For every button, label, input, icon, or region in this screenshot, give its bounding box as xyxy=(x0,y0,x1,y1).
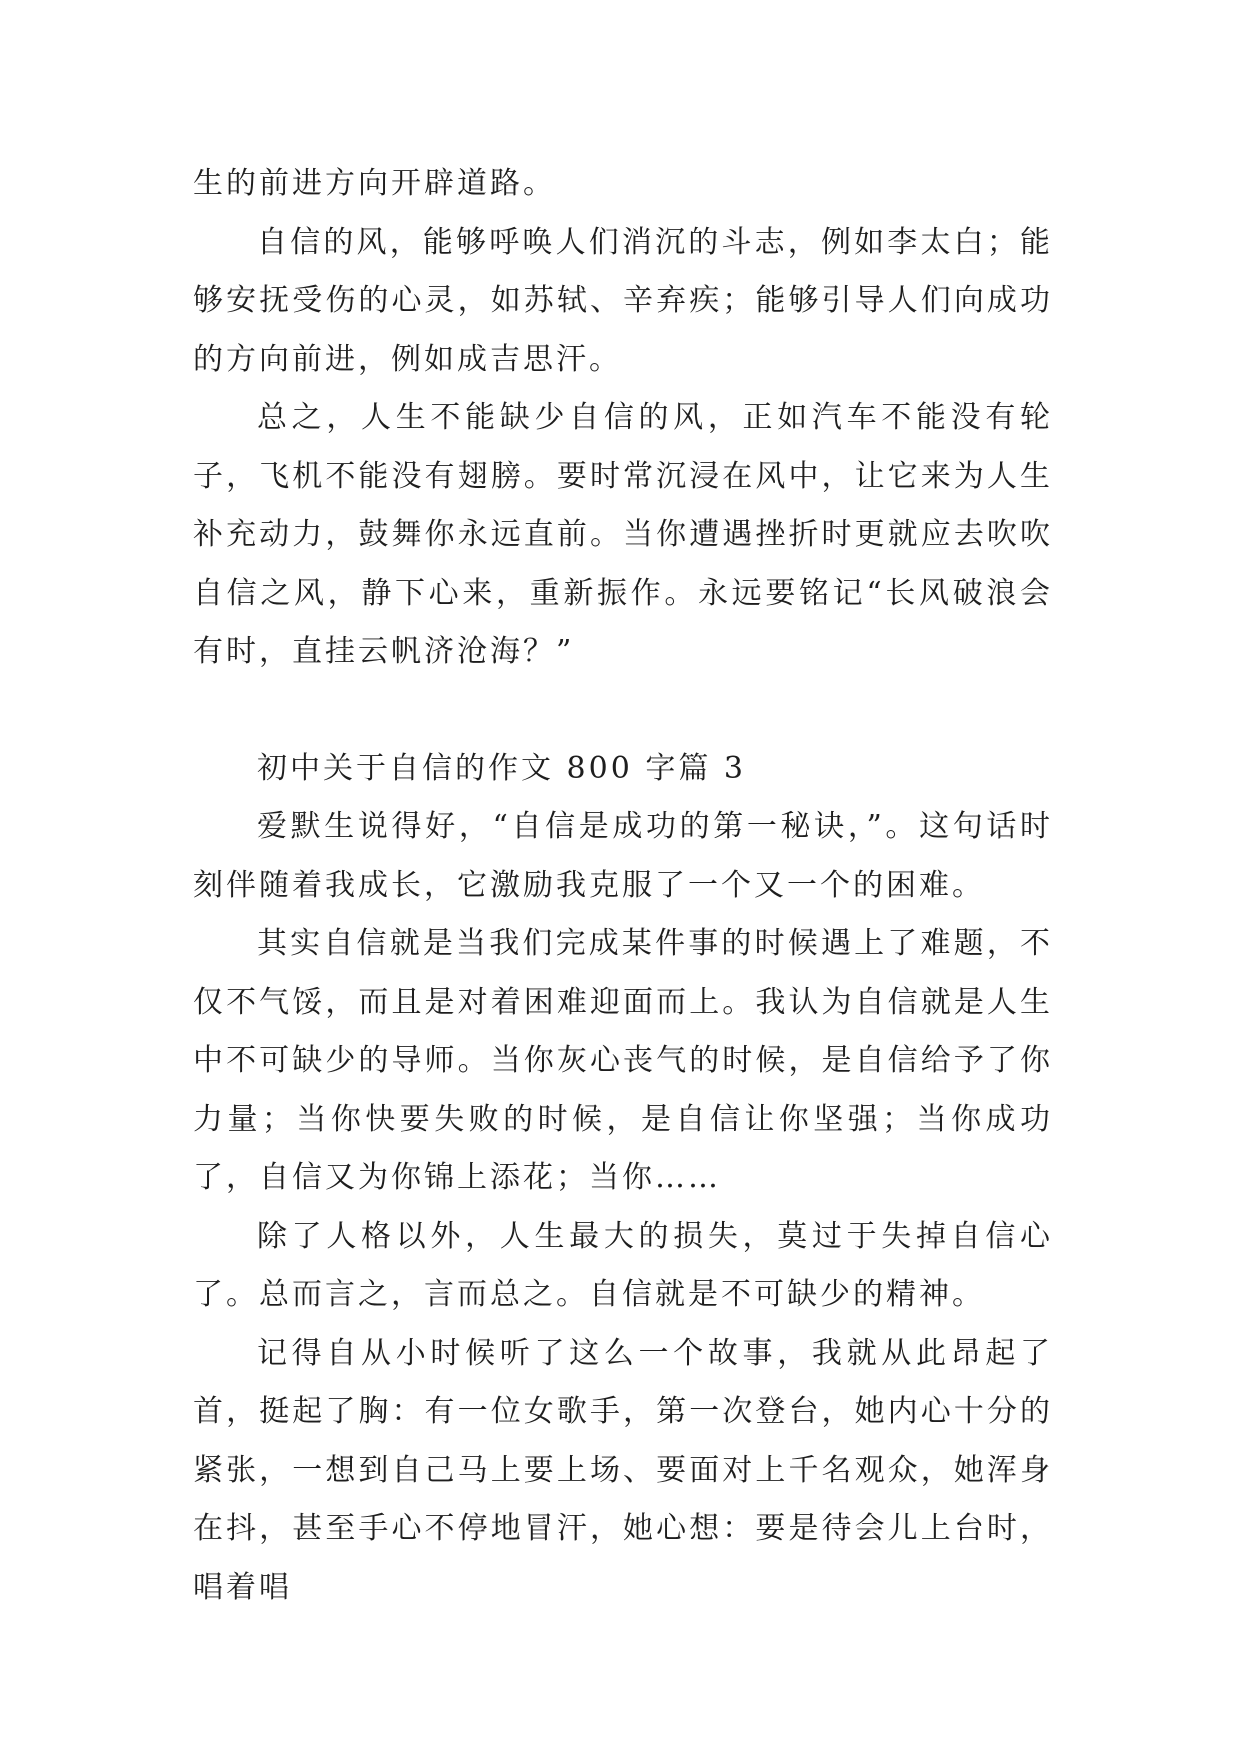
section-spacer xyxy=(193,682,1053,740)
document-body xyxy=(193,155,1053,1617)
paragraph-wind-of-confidence: 自信的风，能够呼唤人们消沉的斗志，例如李太白；能够安抚受伤的心灵，如苏轼、辛弃疾；能够引导人们向成功的方向前进，例如成吉思汗。 xyxy=(193,224,1053,377)
lead-paragraph: 生的前进方向开辟道路。 xyxy=(193,166,556,201)
paragraph-conclusion: 总之，人生不能缺少自信的风，正如汽车不能没有轮子，飞机不能没有翅膀。要时常沉浸在风中，让它来为人生补充动力，鼓舞你永远直前。当你遭遇挫折时更就应去吹吹自信之风，静下心来，重新振作。永远要铭记“长风破浪会有时，直挂云帆济沧海？” xyxy=(193,400,1053,669)
paragraph-confidence-mentor: 其实自信就是当我们完成某件事的时候遇上了难题，不仅不气馁，而且是对着困难迎面而上。我认为自信就是人生中不可缺少的导师。当你灰心丧气的时候，是自信给予了你力量；当你快要失败的时候，是自信让你坚强；当你成功了，自信又为你锦上添花；当你…… xyxy=(193,926,1053,1195)
section-heading: 初中关于自信的作文 800 字篇 3 xyxy=(257,750,746,786)
paragraph-emerson-quote: 爱默生说得好，“自信是成功的第一秘诀，”。这句话时刻伴随着我成长，它激励我克服了一个又一个的困难。 xyxy=(193,809,1053,903)
paragraph-biggest-loss: 除了人格以外，人生最大的损失，莫过于失掉自信心了。总而言之，言而总之。自信就是不可缺少的精神。 xyxy=(193,1218,1053,1312)
paragraph-singer-story: 记得自从小时候听了这么一个故事，我就从此昂起了首，挺起了胸：有一位女歌手，第一次登台，她内心十分的紧张，一想到自己马上要上场、要面对上千名观众，她浑身在抖，甚至手心不停地冒汗，她心想：要是待会儿上台时，唱着唱 xyxy=(193,1335,1053,1605)
